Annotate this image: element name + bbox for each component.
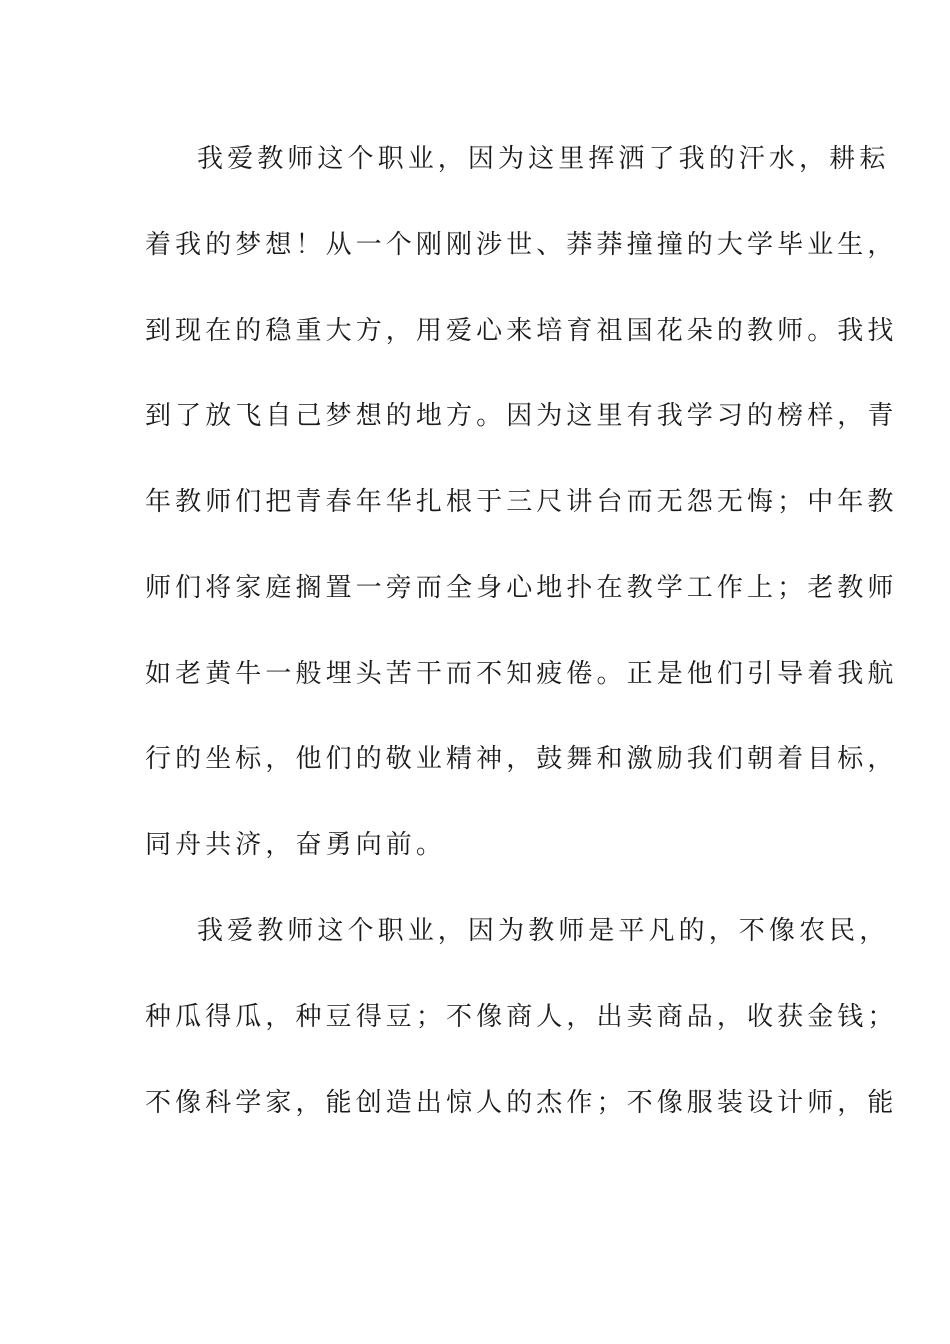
paragraph-line: 种瓜得瓜，种豆得豆；不像商人，出卖商品，收获金钱； bbox=[145, 1002, 898, 1032]
paragraph-line: 师们将家庭搁置一旁而全身心地扑在教学工作上；老教师 bbox=[145, 573, 898, 603]
paragraph-line: 不像科学家，能创造出惊人的杰作；不像服装设计师，能 bbox=[145, 1088, 898, 1118]
paragraph-line: 年教师们把青春年华扎根于三尺讲台而无怨无悔；中年教 bbox=[145, 487, 898, 517]
paragraph-line: 我爱教师这个职业，因为教师是平凡的，不像农民， bbox=[197, 916, 890, 946]
paragraph-line: 同舟共济，奋勇向前。 bbox=[145, 830, 447, 860]
paragraph-line: 着我的梦想！从一个刚刚涉世、莽莽撞撞的大学毕业生， bbox=[145, 230, 898, 260]
paragraph-line: 如老黄牛一般埋头苦干而不知疲倦。正是他们引导着我航 bbox=[145, 659, 898, 689]
paragraph-line: 到现在的稳重大方，用爱心来培育祖国花朵的教师。我找 bbox=[145, 316, 898, 346]
paragraph-line: 行的坐标，他们的敬业精神，鼓舞和激励我们朝着目标， bbox=[145, 744, 898, 774]
paragraph-line: 到了放飞自己梦想的地方。因为这里有我学习的榜样，青 bbox=[145, 401, 898, 431]
paragraph-line: 我爱教师这个职业，因为这里挥洒了我的汗水，耕耘 bbox=[197, 144, 890, 174]
